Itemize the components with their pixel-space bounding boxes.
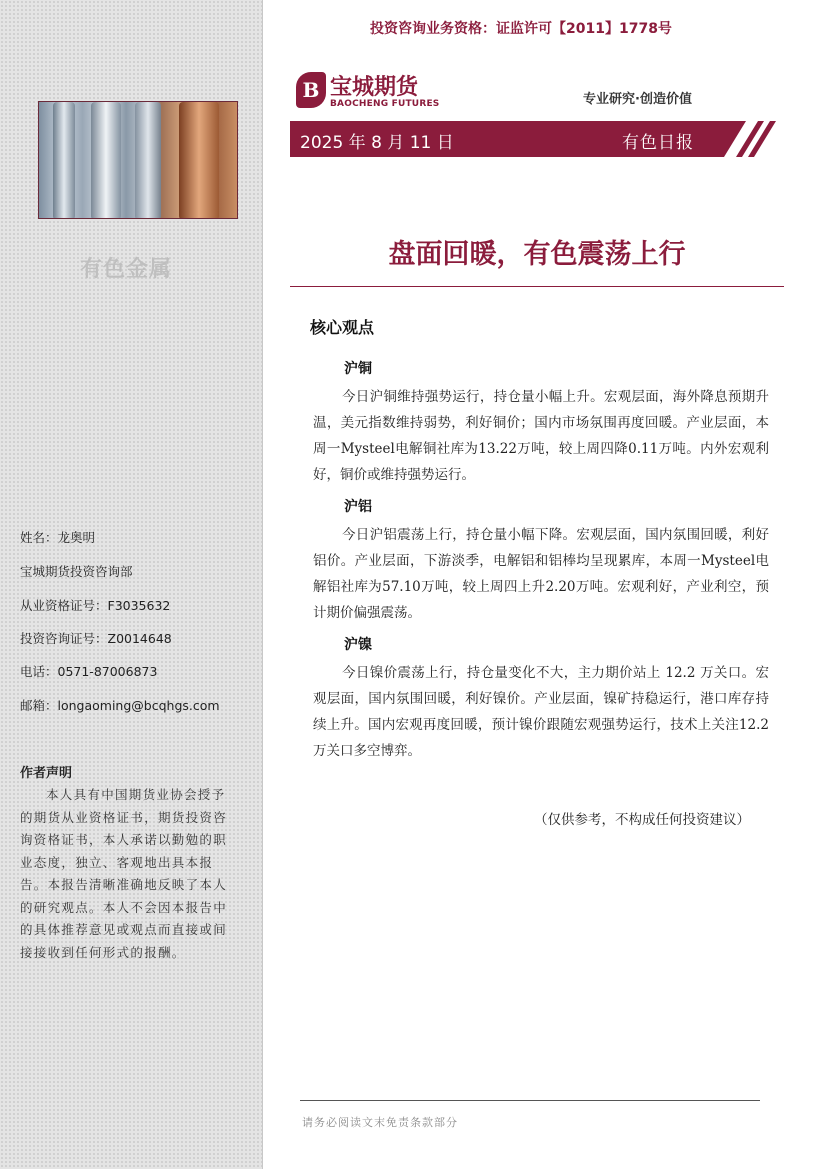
section-heading-nickel: 沪镍 — [344, 637, 372, 653]
section-text-nickel: 今日镍价震荡上行，持仓量变化不大，主力期价站上 12.2 万关口。宏观层面，国内氛围回暖，利好镍价。产业层面，镍矿持稳运行，港口库存持续上升。国内宏观再度回暖，预计镍价跟随宏观强势运行，技术上关注12.2万关口多空博弈。 — [313, 665, 769, 759]
analyst-name: 姓名：龙奥明 — [20, 530, 96, 545]
report-date: 2025 年 8 月 11 日 — [300, 133, 454, 153]
author-statement: 本人具有中国期货业协会授予的期货从业资格证书，期货投资咨询资格证书，本人承诺以勤勉的职业态度，独立、客观地出具本报告。本报告清晰准确地反映了本人的研究观点。本人不会因本报告中的具体推荐意见或观点而直接或间接接收到任何形式的报酬。 — [20, 787, 228, 960]
section-heading-aluminum: 沪铝 — [344, 499, 372, 515]
report-banner — [290, 121, 784, 157]
section-heading-copper: 沪铜 — [344, 361, 372, 377]
footer-note: 请务必阅读文末免责条款部分 — [302, 1116, 458, 1129]
logo-chinese: 宝城期货 — [330, 74, 419, 100]
metal-cover-image — [38, 101, 238, 219]
core-view-heading: 核心观点 — [310, 318, 375, 337]
footer-divider — [300, 1100, 760, 1101]
title-divider — [290, 286, 784, 287]
consult-cert: 投资咨询证号：Z0014648 — [20, 631, 172, 646]
phone: 电话：0571-87006873 — [20, 664, 158, 679]
company-logo — [296, 70, 440, 114]
logo-english: BAOCHENG FUTURES — [330, 99, 440, 109]
department: 宝城期货投资咨询部 — [20, 564, 133, 579]
slogan: 专业研究·创造价值 — [583, 92, 692, 107]
report-title: 盘面回暖，有色震荡上行 — [388, 239, 686, 270]
practice-cert: 从业资格证号：F3035632 — [20, 598, 171, 613]
qualification-line: 投资咨询业务资格：证监许可【2011】1778号 — [370, 21, 672, 37]
sidebar — [0, 0, 263, 1169]
author-statement-title: 作者声明 — [20, 766, 73, 781]
category-label: 有色金属 — [80, 257, 173, 282]
section-text-copper: 今日沪铜维持强势运行，持仓量小幅上升。宏观层面，海外降息预期升温，美元指数维持弱势，利好铜价；国内市场氛围再度回暖。产业层面，本周一Mysteel电解铜社库为13.22万吨，较上周四降0.11万吨。内外宏观利好，铜价或维持强势运行。 — [313, 389, 769, 483]
disclaimer: （仅供参考，不构成任何投资建议） — [534, 812, 750, 828]
logo-mark-icon: B — [296, 72, 326, 108]
email: 邮箱：longaoming@bcqhgs.com — [20, 698, 220, 713]
section-text-aluminum: 今日沪铝震荡上行，持仓量小幅下降。宏观层面，国内氛围回暖，利好铝价。产业层面，下游淡季，电解铝和铝棒均呈现累库，本周一Mysteel电解铝社库为57.10万吨，较上周四上升2.20万吨。宏观利好，产业利空，预计期价偏强震荡。 — [313, 527, 769, 621]
report-type: 有色日报 — [622, 133, 694, 153]
